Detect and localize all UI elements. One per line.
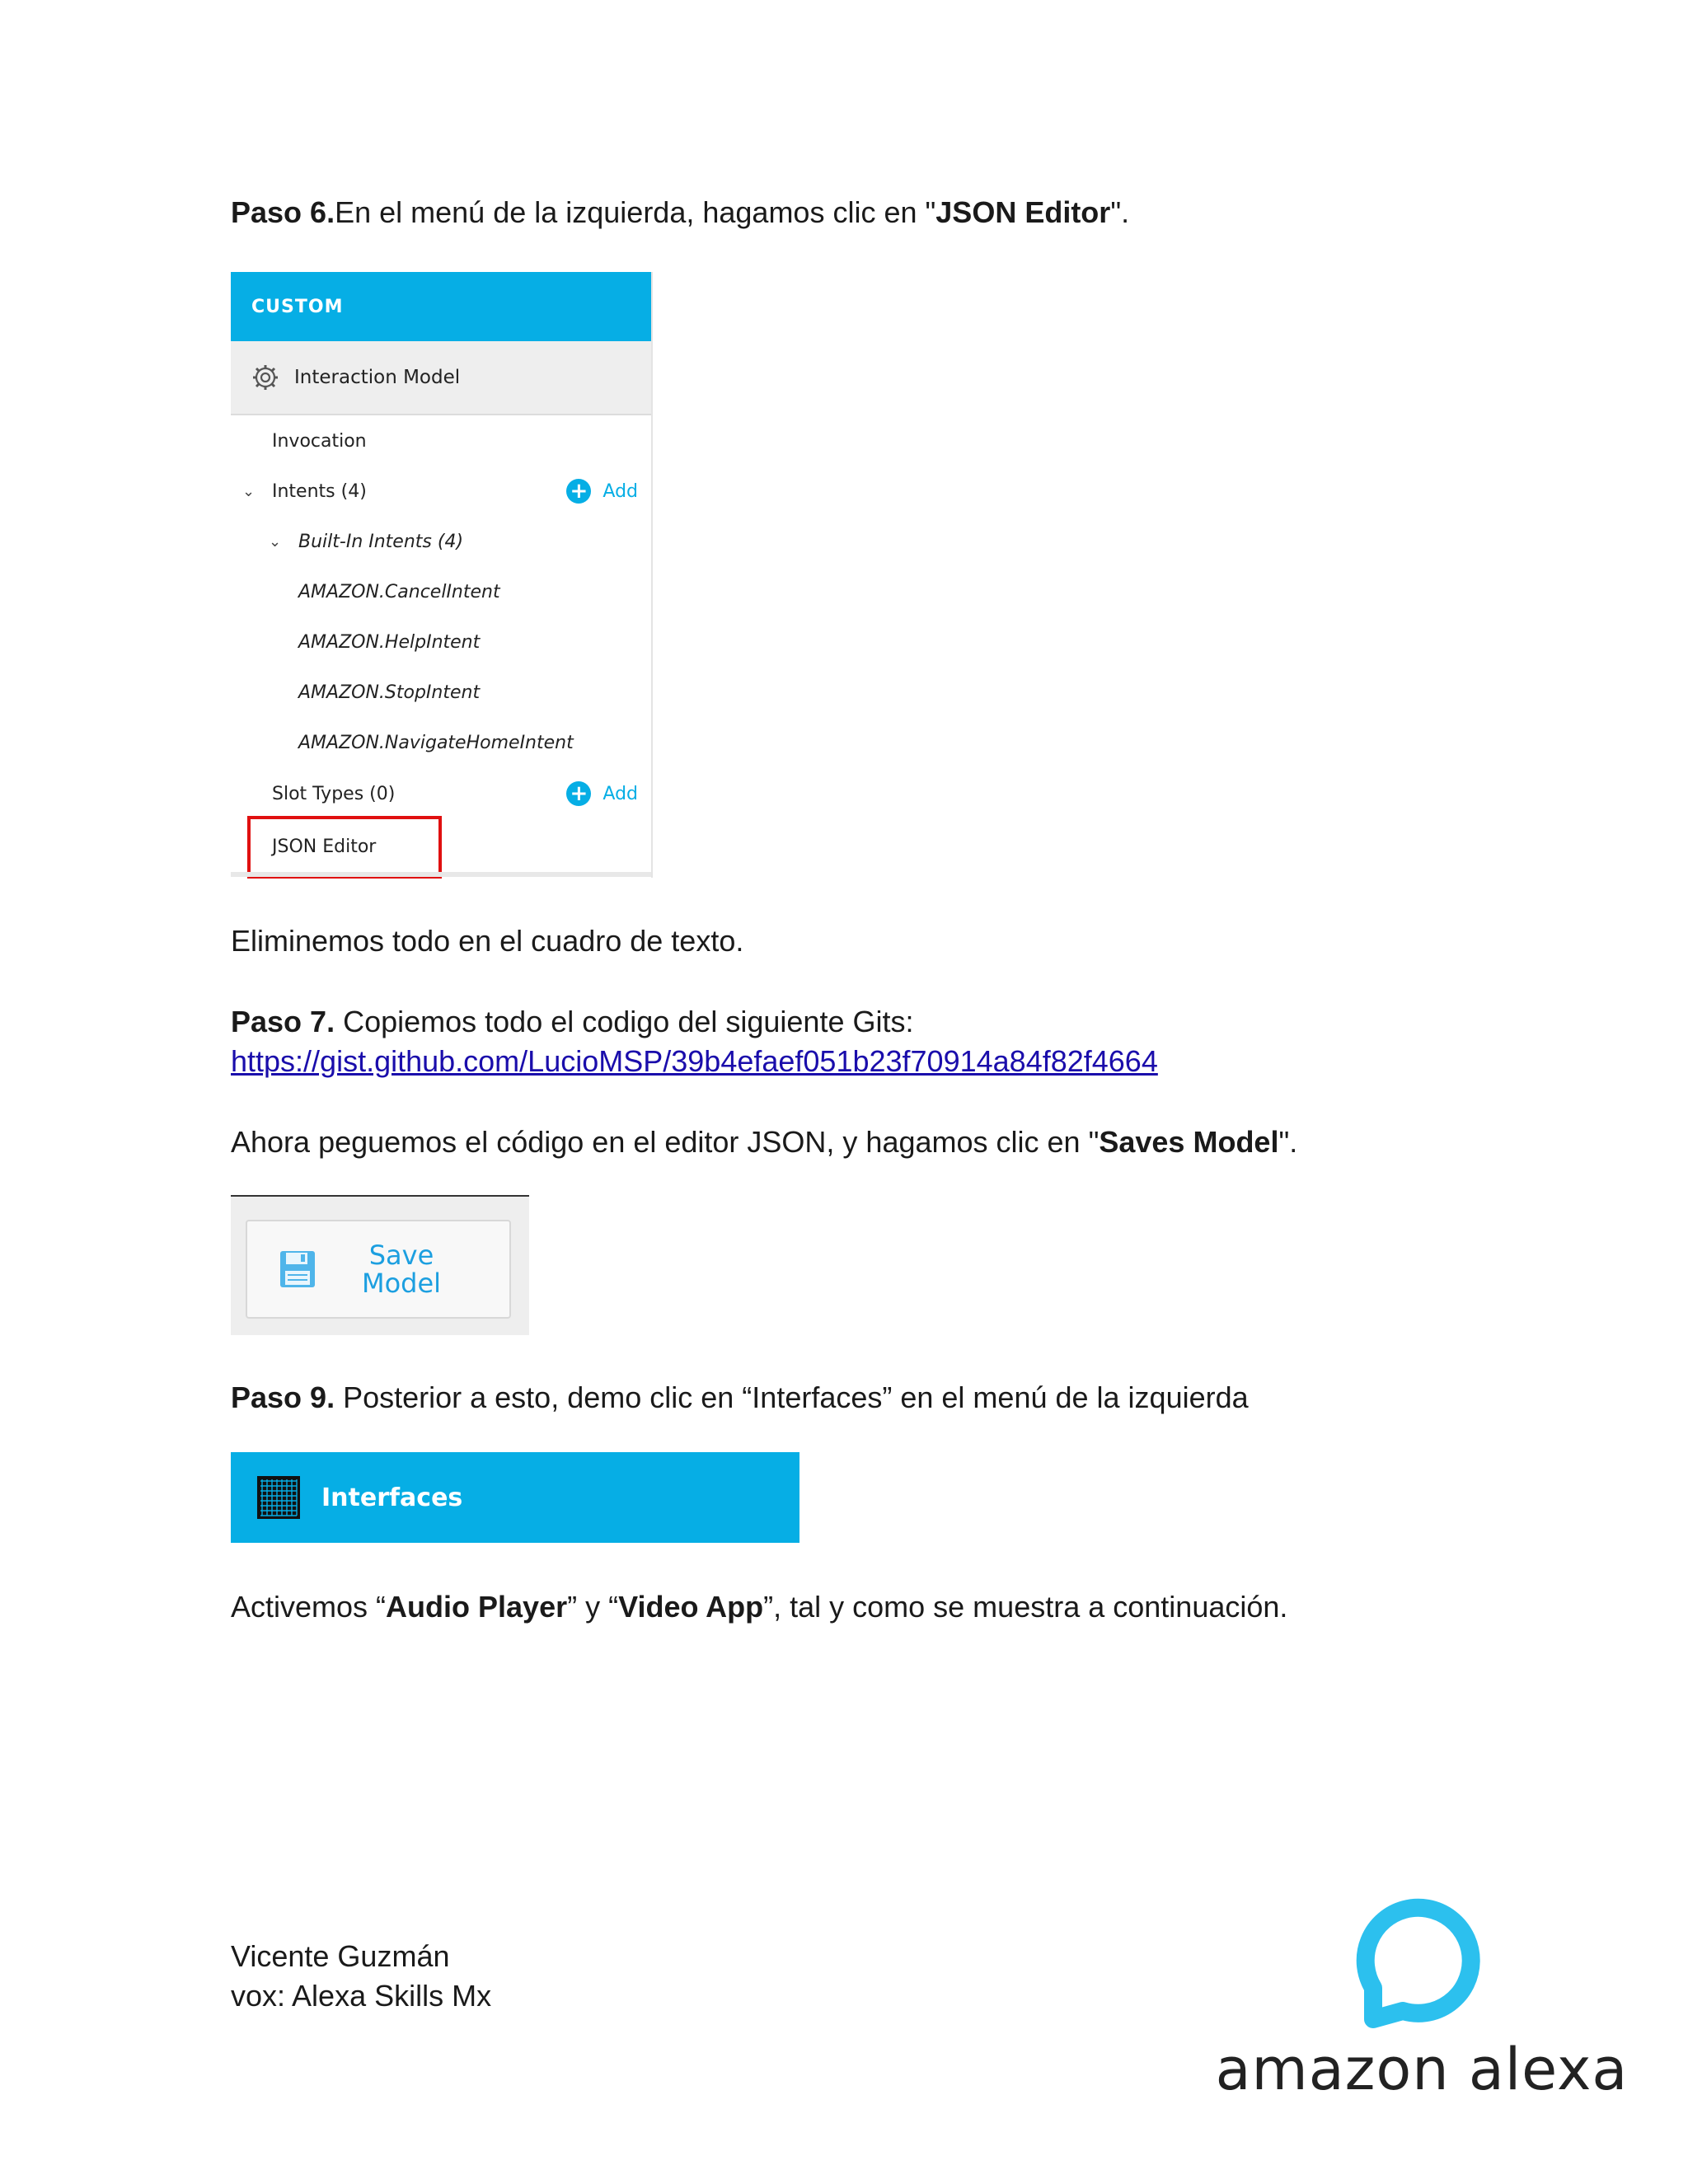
paste-target: Saves Model bbox=[1099, 1125, 1279, 1159]
amazon-alexa-logo bbox=[1212, 1896, 1632, 2103]
interfaces-menu-item[interactable] bbox=[231, 1452, 799, 1543]
interfaces-grid-icon bbox=[256, 1474, 302, 1521]
save-label-line1: Save bbox=[368, 1240, 434, 1271]
paste-text: Ahora peguemos el código en el editor JSON, y hagamos clic en " bbox=[231, 1125, 1100, 1159]
chevron-down-icon: ⌄ bbox=[242, 482, 256, 500]
sidebar-header: CUSTOM bbox=[231, 272, 651, 341]
add-label: Add bbox=[603, 480, 638, 502]
add-slot-type-button[interactable] bbox=[566, 781, 638, 806]
step6-paragraph bbox=[231, 193, 1129, 232]
activate-item-audio-player: Audio Player bbox=[386, 1590, 568, 1624]
sidebar-item-label: AMAZON.StopIntent bbox=[298, 682, 481, 703]
gear-icon bbox=[251, 363, 279, 391]
step6-label: Paso 6. bbox=[231, 195, 335, 229]
sidebar-item-cancel-intent[interactable] bbox=[231, 571, 651, 612]
sidebar-item-intents[interactable] bbox=[231, 471, 651, 512]
step9-text: Posterior a esto, demo clic en “Interfaces” en el menú de la izquierda bbox=[335, 1380, 1249, 1414]
add-intent-button[interactable] bbox=[566, 479, 638, 504]
save-model-screenshot bbox=[231, 1195, 529, 1335]
sidebar-item-label: Built-In Intents (4) bbox=[298, 531, 464, 552]
sidebar-item-label: Invocation bbox=[272, 430, 367, 452]
activate-mid: ” y “ bbox=[567, 1590, 619, 1624]
alexa-wordmark: amazon alexa bbox=[1215, 2036, 1629, 2103]
step6-end: ". bbox=[1110, 195, 1130, 229]
interfaces-label: Interfaces bbox=[321, 1483, 463, 1512]
save-label-line2: Model bbox=[361, 1268, 442, 1299]
step6-target: JSON Editor bbox=[935, 195, 1111, 229]
sidebar-item-label: JSON Editor bbox=[272, 836, 377, 857]
step7-paragraph bbox=[231, 1002, 913, 1042]
sidebar-item-slot-types[interactable] bbox=[231, 773, 651, 814]
footer-author: Vicente Guzmán bbox=[231, 1939, 450, 1973]
activate-pre: Activemos “ bbox=[231, 1590, 387, 1624]
save-model-label bbox=[356, 1241, 447, 1297]
step9-paragraph bbox=[231, 1378, 1249, 1418]
json-editor-highlight-box bbox=[247, 816, 442, 879]
floppy-disk-icon bbox=[279, 1249, 316, 1289]
save-model-button[interactable] bbox=[246, 1220, 511, 1319]
step7-link-line bbox=[231, 1042, 1158, 1081]
sidebar-bottom-divider bbox=[231, 872, 651, 877]
interaction-model-label: Interaction Model bbox=[294, 367, 461, 388]
step7-text: Copiemos todo el codigo del siguiente Gits: bbox=[335, 1005, 914, 1038]
activate-text-paragraph bbox=[231, 1587, 1287, 1627]
activate-item-video-app: Video App bbox=[618, 1590, 764, 1624]
sidebar-item-help-intent[interactable] bbox=[231, 621, 651, 663]
sidebar-screenshot bbox=[231, 272, 653, 878]
sidebar-section-interaction-model[interactable] bbox=[231, 341, 651, 415]
sidebar-item-stop-intent[interactable] bbox=[231, 672, 651, 713]
sidebar-item-built-in-intents[interactable] bbox=[231, 521, 651, 562]
plus-icon: + bbox=[566, 479, 591, 504]
step9-label: Paso 9. bbox=[231, 1380, 335, 1414]
sidebar-item-navigate-home-intent[interactable] bbox=[231, 722, 651, 763]
footer-org: vox: Alexa Skills Mx bbox=[231, 1979, 492, 2013]
add-label: Add bbox=[603, 783, 638, 804]
plus-icon: + bbox=[566, 781, 591, 806]
sidebar-item-invocation[interactable] bbox=[231, 420, 651, 462]
sidebar-item-label: Intents (4) bbox=[272, 480, 367, 502]
gist-link[interactable]: https://gist.github.com/LucioMSP/39b4efaef051b23f70914a84f82f4664 bbox=[231, 1044, 1158, 1078]
paste-end: ". bbox=[1278, 1125, 1298, 1159]
sidebar-item-label: AMAZON.CancelIntent bbox=[298, 581, 500, 602]
activate-end: ”, tal y como se muestra a continuación. bbox=[763, 1590, 1288, 1624]
sidebar-item-label: Slot Types (0) bbox=[272, 783, 396, 804]
paste-text-paragraph bbox=[231, 1122, 1297, 1162]
alexa-ring-icon bbox=[1212, 1896, 1632, 2036]
chevron-down-icon: ⌄ bbox=[269, 532, 282, 551]
sidebar-item-label: AMAZON.HelpIntent bbox=[298, 631, 481, 653]
sidebar-item-label: AMAZON.NavigateHomeIntent bbox=[298, 732, 574, 753]
step7-label: Paso 7. bbox=[231, 1005, 335, 1038]
delete-text-paragraph: Eliminemos todo en el cuadro de texto. bbox=[231, 924, 744, 958]
step6-text: En el menú de la izquierda, hagamos clic en " bbox=[335, 195, 936, 229]
